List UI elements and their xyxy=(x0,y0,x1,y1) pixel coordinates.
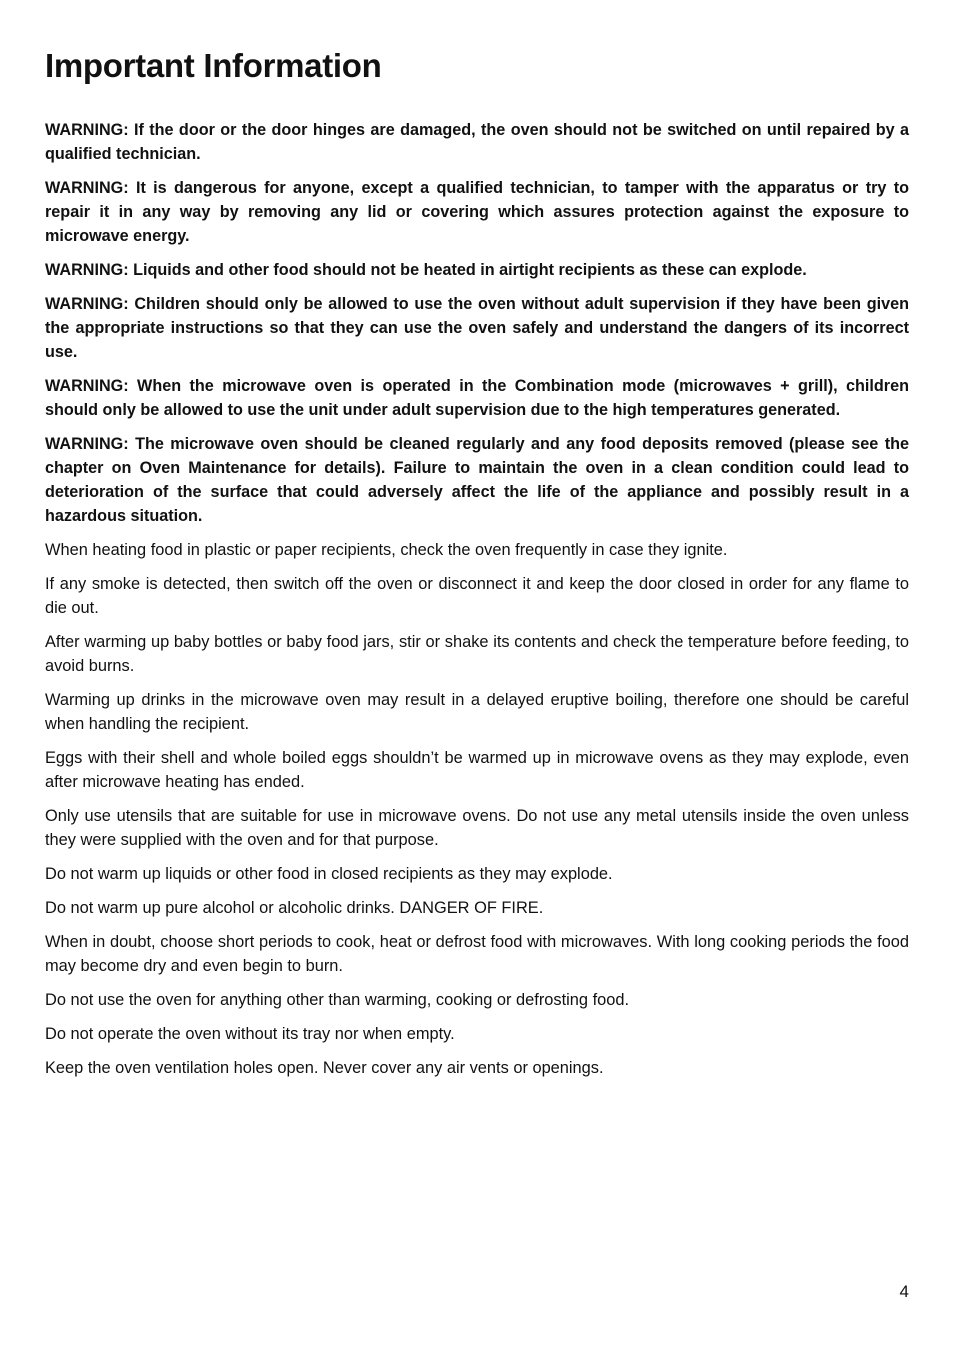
warning-paragraph: WARNING: When the microwave oven is operated in the Combination mode (microwaves + grill), children should only be allowed to use the unit under adult supervision due to the high temperatures generated. xyxy=(45,377,909,419)
info-paragraph: When heating food in plastic or paper recipients, check the oven frequently in case they ignite. xyxy=(45,541,728,559)
warning-paragraph: WARNING: If the door or the door hinges are damaged, the oven should not be switched on until repaired by a qualified technician. xyxy=(45,121,909,163)
warning-paragraph: WARNING: It is dangerous for anyone, except a qualified technician, to tamper with the apparatus or try to repair it in any way by removing any lid or covering which assures protection against the exposure to microwave energy. xyxy=(45,179,909,245)
info-paragraph: Do not operate the oven without its tray nor when empty. xyxy=(45,1025,455,1043)
info-paragraph: Do not use the oven for anything other than warming, cooking or defrosting food. xyxy=(45,991,630,1009)
page-number: 4 xyxy=(899,1282,909,1301)
info-paragraph: Keep the oven ventilation holes open. Never cover any air vents or openings. xyxy=(45,1059,604,1077)
info-paragraph: Do not warm up liquids or other food in closed recipients as they may explode. xyxy=(45,865,613,883)
page-title: Important Information xyxy=(45,47,382,84)
info-paragraph: Only use utensils that are suitable for use in microwave ovens. Do not use any metal utensils inside the oven unless they were supplied with the oven and for that purpose. xyxy=(45,807,909,849)
warning-paragraph: WARNING: The microwave oven should be cleaned regularly and any food deposits removed (please see the chapter on Oven Maintenance for details). Failure to maintain the oven in a clean condition could lead to deterioration of the surface that could adversely affect the life of the appliance and possibly result in a hazardous situation. xyxy=(45,435,909,525)
info-paragraph: Eggs with their shell and whole boiled eggs shouldn’t be warmed up in microwave ovens as they may explode, even after microwave heating has ended. xyxy=(45,749,909,791)
warning-paragraph: WARNING: Children should only be allowed to use the oven without adult supervision if they have been given the appropriate instructions so that they can use the oven safely and understand the dangers of its incorrect use. xyxy=(45,295,909,361)
body-text xyxy=(45,118,909,1090)
info-paragraph: After warming up baby bottles or baby food jars, stir or shake its contents and check the temperature before feeding, to avoid burns. xyxy=(45,633,909,675)
info-paragraph: Warming up drinks in the microwave oven may result in a delayed eruptive boiling, therefore one should be careful when handling the recipient. xyxy=(45,691,909,733)
info-paragraph: Do not warm up pure alcohol or alcoholic drinks. DANGER OF FIRE. xyxy=(45,899,544,917)
info-paragraph: When in doubt, choose short periods to cook, heat or defrost food with microwaves. With long cooking periods the food may become dry and even begin to burn. xyxy=(45,933,909,975)
info-paragraph: If any smoke is detected, then switch off the oven or disconnect it and keep the door closed in order for any flame to die out. xyxy=(45,575,909,617)
warning-paragraph: WARNING: Liquids and other food should not be heated in airtight recipients as these can explode. xyxy=(45,261,807,279)
